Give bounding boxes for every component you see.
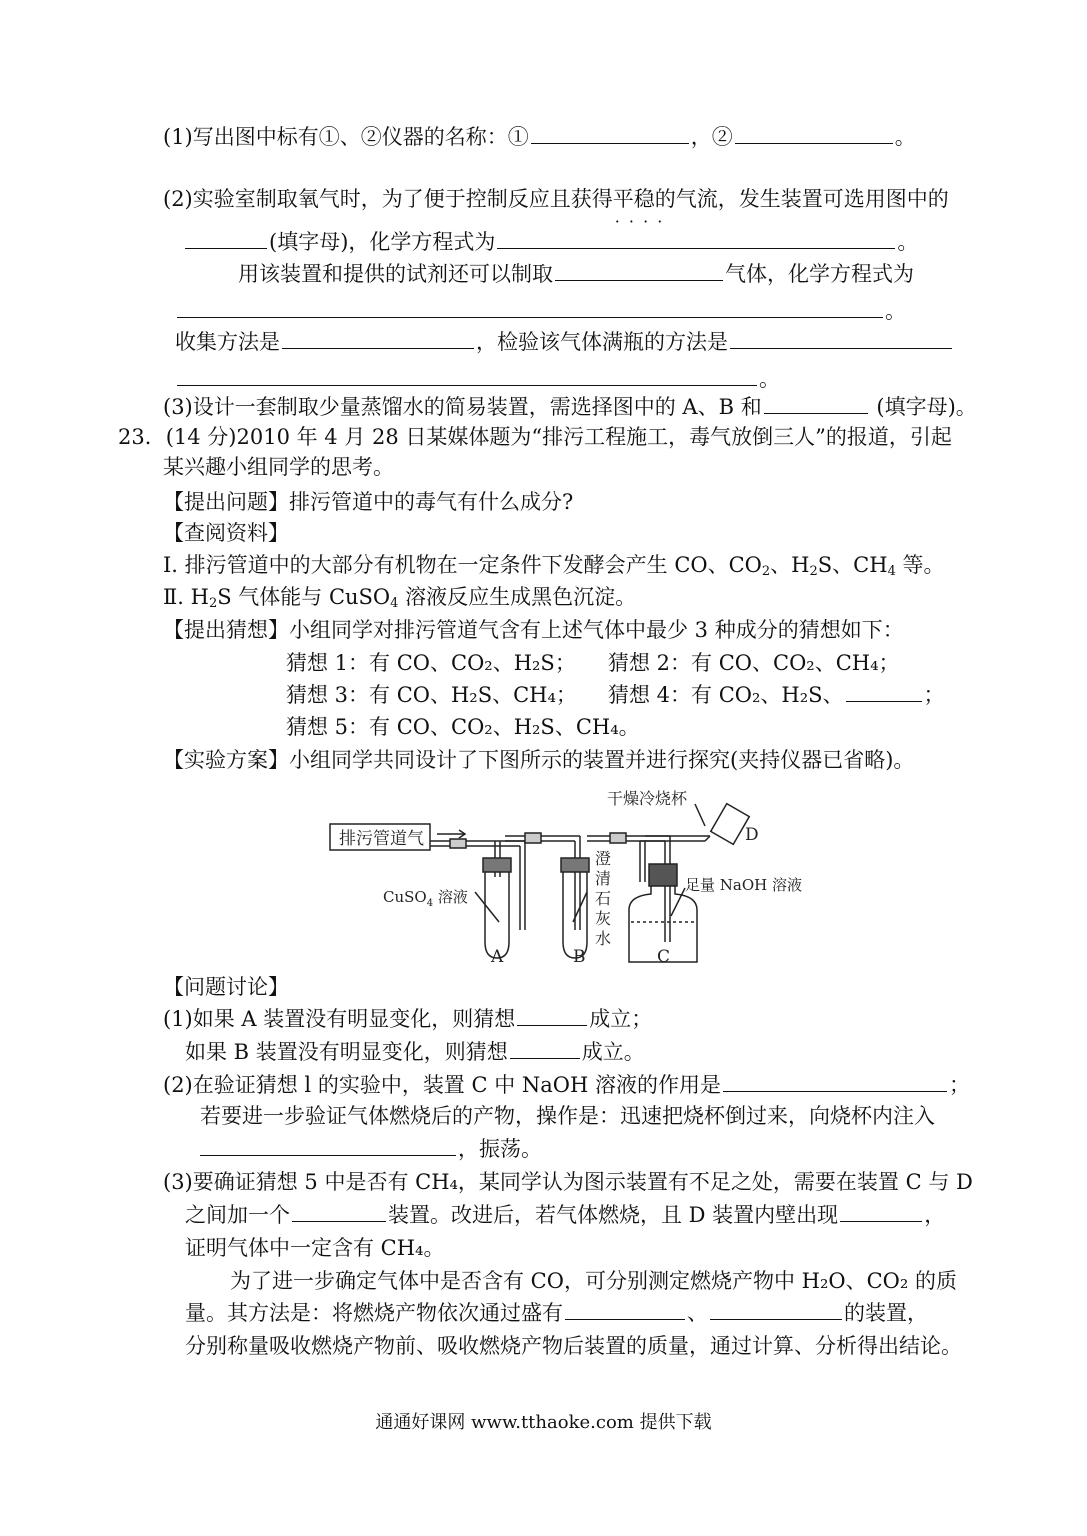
q23-plan: 【实验方案】小组同学共同设计了下图所示的装置并进行探究(夹持仪器已省略)。 <box>163 748 915 772</box>
discuss-3c: 证明气体中一定含有 CH₄。 <box>185 1236 445 1260</box>
emphasis-dots: 平稳的气流 · · · · <box>613 187 718 211</box>
q22-part2-line1: (2)实验室制取氧气时，为了便于控制反应且获得平稳的气流 · · · ·，发生装置可选用图中的 <box>163 184 949 214</box>
answer-blank-check-2[interactable] <box>177 365 757 386</box>
discuss-2b: 若要进一步验证气体燃烧后的产物，操作是：迅速把烧杯倒过来，向烧杯内注入 <box>200 1104 935 1128</box>
q23-info-2: Ⅱ. $H_2S$ 气体能与 CuSO$_4$ 溶液反应生成黑色沉淀。 <box>163 585 637 611</box>
answer-blank-gas[interactable] <box>555 260 723 281</box>
q22-part2-line3: 用该装置和提供的试剂还可以制取 气体，化学方程式为 <box>238 262 914 286</box>
answer-blank-2[interactable] <box>735 123 893 144</box>
q23-discuss-title: 【问题讨论】 <box>163 975 289 999</box>
answer-blank-equation-2[interactable] <box>177 297 883 318</box>
q23-heading-2: 某兴趣小组同学的思考。 <box>163 455 394 479</box>
q22-part2-line2: (填字母)，化学方程式为 。 <box>183 227 918 257</box>
answer-blank-collect[interactable] <box>282 328 474 349</box>
apparatus-diagram <box>325 782 802 972</box>
discuss-3f: 分别称量吸收燃烧产物前、吸收燃烧产物后装置的质量，通过计算、分析得出结论。 <box>185 1334 962 1358</box>
guess-5: 猜想 5：有 CO、CO₂、H₂S、CH₄。 <box>286 715 640 739</box>
discuss-2c: ，振荡。 <box>198 1134 542 1164</box>
test-tube-a <box>485 868 509 958</box>
answer-blank-device[interactable] <box>185 228 267 249</box>
answer-blank-d2c[interactable] <box>200 1135 456 1156</box>
answer-blank-guess4[interactable] <box>846 681 922 702</box>
discuss-2a: (2)在验证猜想 l 的实验中，装置 C 中 NaOH 溶液的作用是 ； <box>163 1073 971 1097</box>
page-footer: 通通好课网 www.tthaoke.com 提供下载 <box>375 1412 712 1433</box>
q22-part2-line5: 收集方法是 ，检验该气体满瓶的方法是 <box>175 327 954 357</box>
answer-blank-d1b[interactable] <box>510 1038 580 1059</box>
answer-blank-1[interactable] <box>531 123 689 144</box>
answer-blank-d3b[interactable] <box>292 1201 386 1222</box>
discuss-3b: 之间加一个 装置。改进后，若气体燃烧，且 D 装置内壁出现 ， <box>185 1203 946 1227</box>
q22-part2-line4: 。 <box>175 296 906 326</box>
answer-blank-d1a[interactable] <box>517 1005 587 1026</box>
discuss-1b: 如果 B 装置没有明显变化，则猜想 成立。 <box>185 1040 645 1064</box>
label-d: D <box>745 825 759 845</box>
discuss-3a: (3)要确证猜想 5 中是否有 CH₄，某同学认为图示装置有不足之处，需要在装置 C 与 D <box>163 1170 973 1194</box>
q23-question: 【提出问题】排污管道中的毒气有什么成分? <box>163 490 574 514</box>
answer-blank-equation[interactable] <box>497 228 895 249</box>
q23-guess-intro: 【提出猜想】小组同学对排污管道气含有上述气体中最少 3 种成分的猜想如下： <box>163 618 904 642</box>
naoh-label: 足量 NaOH 溶液 <box>685 876 802 894</box>
answer-blank-d3e1[interactable] <box>565 1299 685 1320</box>
answer-blank-distill[interactable] <box>764 393 868 414</box>
guess-2: 猜想 2：有 CO、CO₂、CH₄； <box>608 651 900 675</box>
answer-blank-check[interactable] <box>730 328 952 349</box>
label-c: C <box>657 947 671 967</box>
limewater-char-4: 灰 <box>595 909 612 928</box>
limewater-char-1: 澄 <box>595 849 612 868</box>
label-a: A <box>491 947 504 967</box>
q22-part3: (3)设计一套制取少量蒸馏水的简易装置，需选择图中的 A、B 和 (填字母)。 <box>163 395 977 419</box>
label-b: B <box>573 947 586 967</box>
inlet-label: 排污管道气 <box>339 829 424 849</box>
limewater-char-2: 清 <box>595 869 612 888</box>
cuso4-label: CuSO$_4$ 溶液 <box>383 888 468 909</box>
guess-1: 猜想 1：有 CO、CO₂、H₂S； <box>286 651 576 675</box>
q22-part2-line6: 。 <box>175 364 780 394</box>
discuss-3d: 为了进一步确定气体中是否含有 CO，可分别测定燃烧产物中 H₂O、CO₂ 的质 <box>230 1269 957 1293</box>
limewater-char-5: 水 <box>595 929 612 948</box>
beaker-d <box>711 804 750 845</box>
guess-3: 猜想 3：有 CO、H₂S、CH₄； <box>286 683 577 707</box>
cup-label: 干燥冷烧杯 <box>607 789 688 808</box>
q23-heading: 23．(14 分)2010 年 4 月 28 日某媒体题为“排污工程施工，毒气放倒三人”的报道，引起 <box>118 425 952 449</box>
discuss-1a: (1)如果 A 装置没有明显变化，则猜想 成立； <box>163 1007 653 1031</box>
q22-part1: (1)写出图中标有①、②仪器的名称：① ，② 。 <box>163 125 916 149</box>
q23-info-title: 【查阅资料】 <box>163 521 289 545</box>
q23-info-1: Ⅰ. 排污管道中的大部分有机物在一定条件下发酵会产生 CO、$CO_2$、$H_2S$、$CH_4$ 等。 <box>163 553 945 579</box>
guess-4: 猜想 4：有 CO₂、H₂S、 ； <box>608 683 945 707</box>
answer-blank-d3c[interactable] <box>840 1201 922 1222</box>
limewater-char-3: 石 <box>595 889 612 908</box>
answer-blank-d2a[interactable] <box>723 1071 947 1092</box>
bottle-c-stopper <box>649 864 677 886</box>
discuss-3e: 量。其方法是：将燃烧产物依次通过盛有 、 的装置， <box>185 1301 928 1325</box>
answer-blank-d3e2[interactable] <box>710 1299 842 1320</box>
